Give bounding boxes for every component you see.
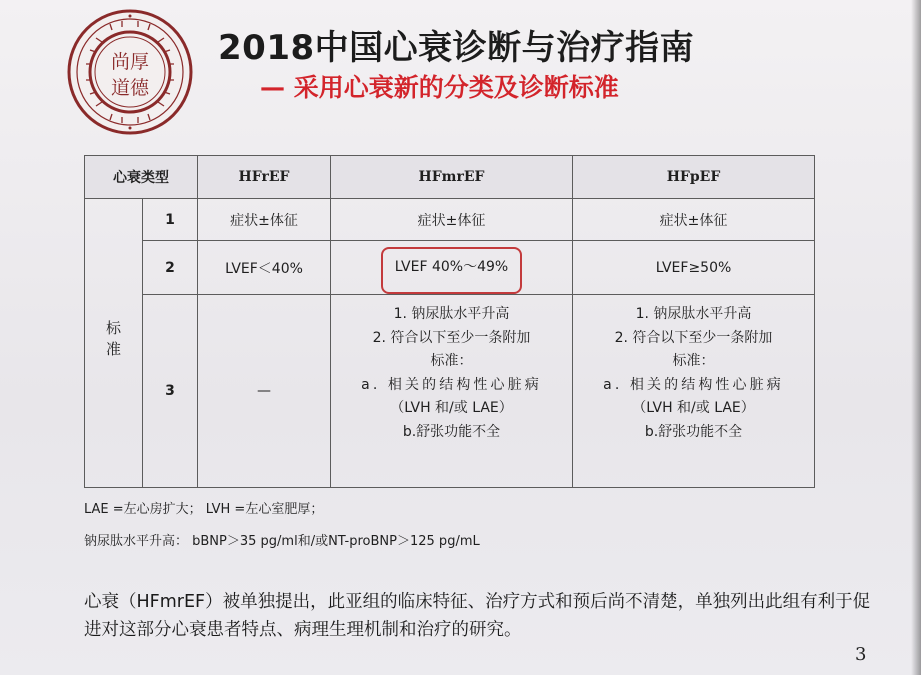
page-title: 2018中国心衰诊断与治疗指南 bbox=[218, 28, 695, 68]
cell-hfref: 症状±体征 bbox=[198, 199, 331, 241]
table-row bbox=[85, 295, 815, 488]
scan-edge-shadow bbox=[911, 0, 921, 675]
seal-text-top: 尚厚 bbox=[110, 51, 150, 73]
cell-hfmref bbox=[331, 241, 573, 295]
criteria-line: （LVH 和/或 LAE） bbox=[390, 400, 513, 416]
criteria-line: 2. 符合以下至少一条附加 bbox=[372, 329, 531, 346]
criteria-label-cell bbox=[85, 199, 143, 488]
header-hfref: HFrEF bbox=[198, 156, 331, 199]
row-number: 2 bbox=[143, 241, 198, 295]
table-header-row bbox=[85, 156, 815, 199]
header-hfpef: HFpEF bbox=[573, 156, 815, 199]
university-seal-icon bbox=[66, 8, 194, 136]
page-subtitle: — 采用心衰新的分类及诊断标准 bbox=[260, 73, 619, 102]
table-row bbox=[85, 241, 815, 295]
cell-hfref: LVEF＜40% bbox=[198, 241, 331, 295]
cell-hfmref: 症状±体征 bbox=[331, 199, 573, 241]
cell-hfref: — bbox=[198, 295, 331, 488]
criteria-line: a. 相关的结构性心脏病 bbox=[603, 376, 784, 393]
row-number: 3 bbox=[143, 295, 198, 488]
highlighted-lvef-range: LVEF 40%～49% bbox=[381, 247, 522, 294]
criteria-line: 2. 符合以下至少一条附加 bbox=[614, 329, 773, 346]
seal-text-bottom: 道德 bbox=[110, 77, 150, 99]
criteria-line: （LVH 和/或 LAE） bbox=[632, 400, 755, 416]
cell-hfpef: 症状±体征 bbox=[573, 199, 815, 241]
cell-hfpef: LVEF≥50% bbox=[573, 241, 815, 295]
hf-criteria-table bbox=[84, 155, 815, 488]
criteria-label: 标准 bbox=[104, 320, 122, 362]
criteria-line: 标准： bbox=[672, 353, 715, 369]
header-hf-type: 心衰类型 bbox=[85, 156, 198, 199]
header-hfmref: HFmrEF bbox=[331, 156, 573, 199]
cell-hfmref-criteria bbox=[331, 295, 573, 488]
abbreviation-note: LAE =左心房扩大； LVH =左心室肥厚； bbox=[84, 502, 324, 517]
criteria-line: 1. 钠尿肽水平升高 bbox=[635, 306, 752, 322]
criteria-line: a. 相关的结构性心脏病 bbox=[361, 376, 542, 393]
page-number: 3 bbox=[855, 644, 867, 665]
criteria-line: b.舒张功能不全 bbox=[402, 423, 501, 440]
conclusion-text: 心衰（HFmrEF）被单独提出，此亚组的临床特征、治疗方式和预后尚不清楚，单独列出此组有利于促进对这部分心衰患者特点、病理生理机制和治疗的研究。 bbox=[84, 592, 871, 640]
cell-hfpef-criteria bbox=[573, 295, 815, 488]
row-number: 1 bbox=[143, 199, 198, 241]
table-row bbox=[85, 199, 815, 241]
criteria-line: b.舒张功能不全 bbox=[644, 423, 743, 440]
bnp-note: 钠尿肽水平升高： bBNP＞35 pg/ml和/或NT-proBNP＞125 pg/mL bbox=[84, 534, 480, 549]
criteria-line: 1. 钠尿肽水平升高 bbox=[393, 306, 510, 322]
criteria-line: 标准： bbox=[430, 353, 473, 369]
